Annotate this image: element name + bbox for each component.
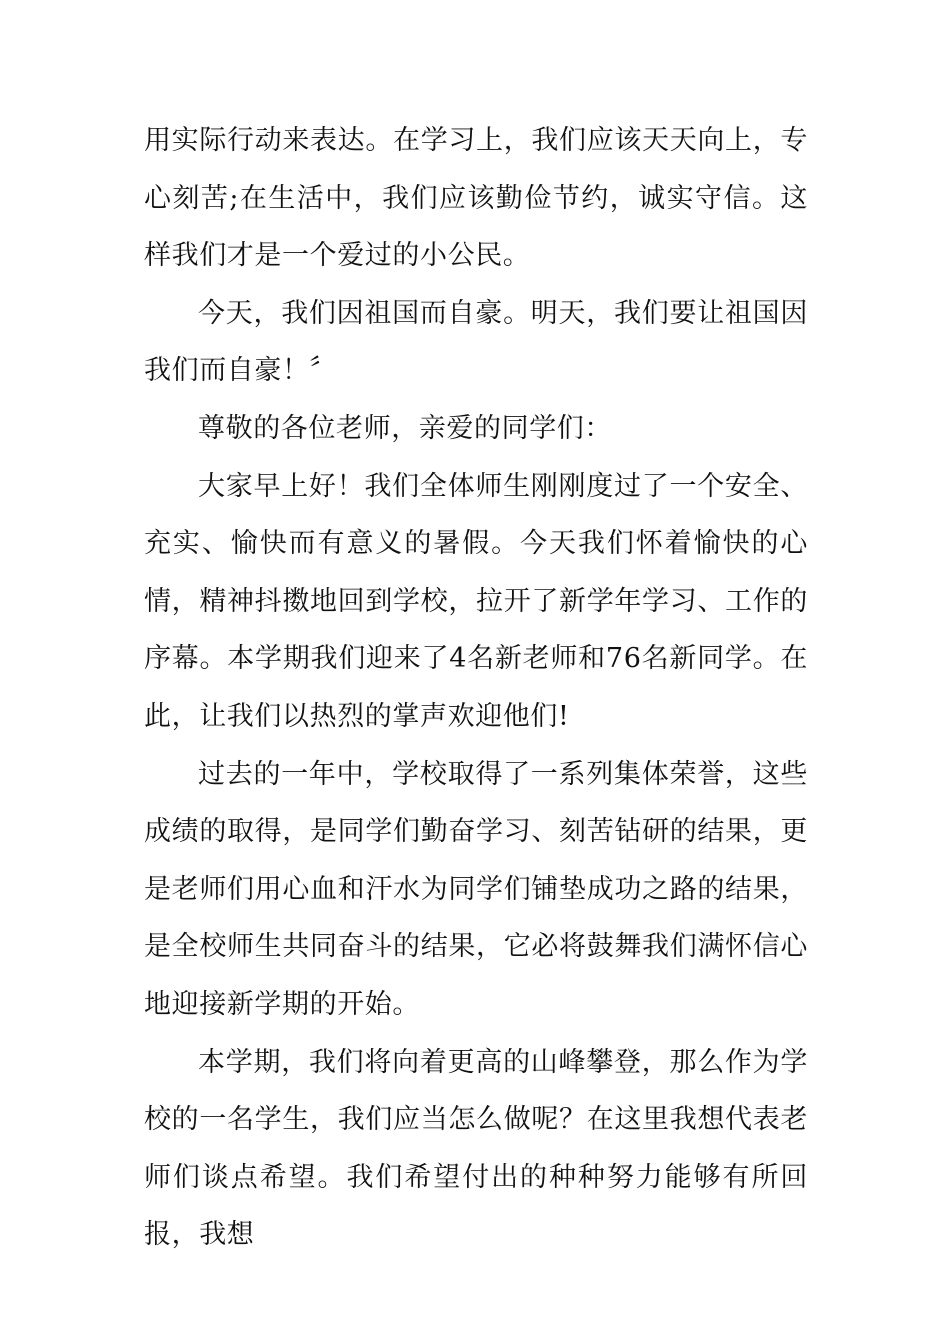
paragraph-continuation: 用实际行动来表达。在学习上，我们应该天天向上，专心刻苦;在生活中，我们应该勤俭节约，诚实守信。这样我们才是一个爱过的小公民。 xyxy=(144,125,808,272)
paragraph-greeting: 大家早上好！我们全体师生刚刚度过了一个安全、充实、愉快而有意义的暑假。今天我们怀着愉快的心情，精神抖擞地回到学校，拉开了新学年学习、工作的序幕。本学期我们迎来了4名新老师和76名新同学。在此，让我们以热烈的掌声欢迎他们! xyxy=(144,470,808,732)
paragraph-past-year: 过去的一年中，学校取得了一系列集体荣誉，这些成绩的取得，是同学们勤奋学习、刻苦钻研的结果，更是老师们用心血和汗水为同学们铺垫成功之路的结果，是全校师生共同奋斗的结果，它必将鼓舞我们满怀信心地迎接新学期的开始。 xyxy=(144,758,808,1020)
paragraph-pride: 今天，我们因祖国而自豪。明天，我们要让祖国因我们而自豪！〞 xyxy=(144,297,808,387)
paragraph-this-semester: 本学期，我们将向着更高的山峰攀登，那么作为学校的一名学生，我们应当怎么做呢？在这里我想代表老师们谈点希望。我们希望付出的种种努力能够有所回报，我想 xyxy=(144,1046,808,1251)
document-body xyxy=(144,112,808,1264)
paragraph-salutation: 尊敬的各位老师，亲爱的同学们： xyxy=(198,412,612,444)
